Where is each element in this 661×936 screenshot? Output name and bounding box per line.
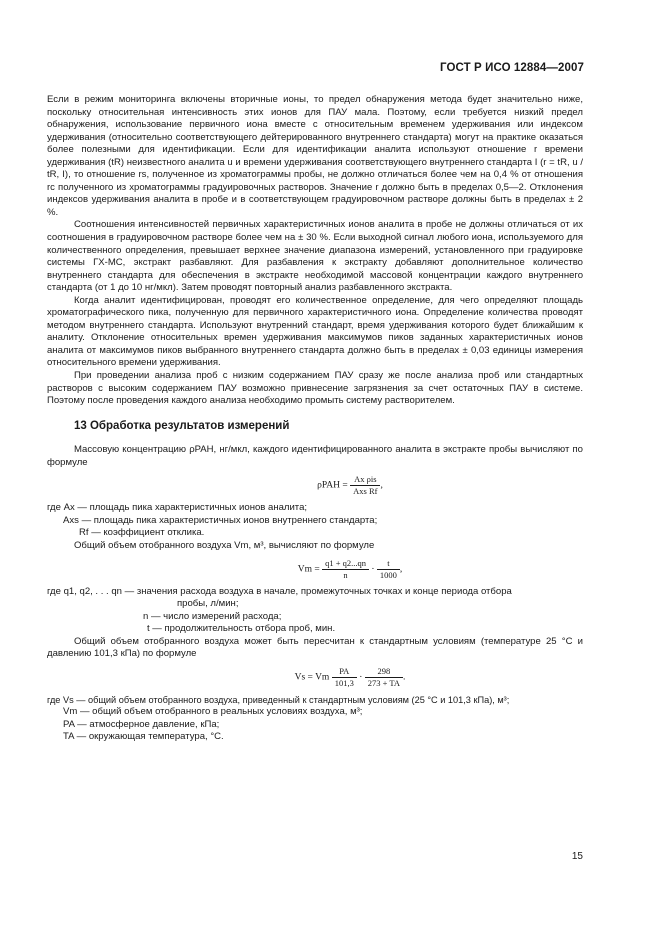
formula-2-lhs: Vm =	[297, 564, 320, 575]
definition-line: n — число измерений расхода;	[143, 610, 282, 622]
definitions-2	[47, 586, 583, 636]
definition-line: PA — атмосферное давление, кПа;	[63, 718, 220, 730]
s13-paragraph-3: Общий объем отобранного воздуха может быть пересчитан к стандартным условиям (температуре 25 °С и давлению 101,3 кПа) по формуле	[47, 635, 583, 660]
paragraph-2: Соотношения интенсивностей первичных характеристичных ионов аналита в пробе не должны отличаться от их соотношения в градуировочном растворе более чем на ± 30 %. Если выходной сигнал любого иона, используемого для количественного определения, превышает верхнее значение диапазона измерений, установленного при градуировке системы ГХ-МС, экстракт разбавляют. Для разбавления к экстракту добавляют дополнительное количество внутреннего стандарта для обеспечения в экстракте необходимой массовой концентрации каждого внутреннего стандарта (от 1 до 10 нг/мкл). Затем проводят повторный анализ разбавленного экстракта.	[47, 219, 583, 294]
definitions-3	[47, 694, 583, 744]
section-title: 13 Обработка результатов измерений	[74, 419, 290, 432]
formula-3-lhs: Vs = Vm	[294, 672, 330, 683]
definition-line: Axs — площадь пика характеристичных ионов внутреннего стандарта;	[63, 514, 378, 526]
paragraph-4: При проведении анализа проб с низким содержанием ПАУ сразу же после анализа проб или стандартных растворов с высоким содержанием ПАУ возможно привнесение загрязнения за счет остаточных ПАУ в системе. Поэтому после проведения каждого анализа необходимо промыть систему растворителем.	[47, 370, 583, 407]
definition-line: t — продолжительность отбора проб, мин.	[147, 623, 336, 635]
paragraph-1: Если в режим мониторинга включены вторичные ионы, то предел обнаружения метода будет значительно ниже, поскольку относительная интенсивность этих ионов для ПАУ мала. Поэтому, если требуется низкий предел обнаружения, использование первичного иона вместе с относительным временем удерживания или индексом удерживания (относительно соответствующего дейтерированного внутреннего стандарта) могут на практике оказаться более полезными для идентификации. Если для идентификации аналита используют отношение r времени удерживания (tR) неизвестного аналита u и времени удерживания соответствующего внутреннего стандарта I (r = tR, u / tR, I), то отношение rs, полученное из хроматограммы пробы, не должно отличаться более чем на 0,4 % от отношения rc полученного из хроматограммы градуировочных растворов. Значение r должно быть в пределах 0,5—2. Отклонения индексов удерживания аналита в пробе и в соответствующем градуировочном растворе должны быть в пределах ± 2 %.	[47, 94, 583, 218]
formula-1-numerator: Ax ρis	[350, 474, 380, 486]
formula-3-fraction-2	[365, 666, 403, 689]
formula-2-denominator-2: 1000	[379, 569, 397, 580]
formula-3-fraction-1	[332, 666, 357, 689]
definition-line: TA — окружающая температура, °С.	[63, 731, 224, 743]
definition-line: где Vs — общий объем отобранного воздуха, приведенный к стандартным условиям (25 °С и 101,3 кПа), м³;	[47, 694, 510, 705]
definition-line: Vm — общий объем отобранного в реальных условиях воздуха, м³;	[63, 706, 363, 718]
definition-line: где Ax — площадь пика характеристичных ионов аналита;	[47, 502, 308, 514]
definition-line: пробы, л/мин;	[177, 598, 239, 610]
definition-line: Rf — коэффициент отклика.	[79, 527, 205, 539]
formula-2-denominator-1: n	[343, 569, 348, 580]
page-number: 15	[571, 851, 583, 862]
formula-3: Vs = Vm $\frac{PA}{101,3}$ · $\frac{298}{273 + TA}$ .	[294, 665, 406, 688]
document-body	[47, 94, 583, 744]
formula-1-lhs: ρPAH =	[317, 481, 348, 491]
formula-1-denominator: Axs Rf	[353, 486, 378, 497]
formula-1: ρPAH = $\frac{\text{Ax ρis}}{\text{Axs Rf}}$ ,	[317, 474, 383, 497]
formula-3-numerator-1: PA	[332, 666, 357, 678]
formula-1-fraction	[350, 474, 380, 497]
s13-paragraph-1: Массовую концентрацию ρPAH, нг/мкл, каждого идентифицированного аналита в экстракте пробы вычисляют по формуле	[47, 444, 583, 468]
paragraph-3: Когда аналит идентифицирован, проводят его количественное определение, для чего определяют площадь хроматографического пика, полученную для первичного характеристичного иона. Определение количества проводят методом внутреннего стандарта. Используют внутренний стандарт, время удерживания которого будет ближайшим к аналиту. Отклонение относительных времен удерживания максимумов пиков заданных характеристичных ионов аналита от максимумов пиков выбранного внутреннего стандарта должно быть в пределах ± 0,03 единицы измерения относительного времени удерживания.	[47, 294, 583, 369]
definitions-1	[47, 502, 583, 540]
definition-line: где q1, q2, . . . qn — значения расхода воздуха в начале, промежуточных точках и конце периода отбора	[47, 585, 512, 597]
s13-paragraph-2: Общий объем отобранного воздуха Vm, м³, вычисляют по формуле	[74, 539, 375, 551]
document-header: ГОСТ Р ИСО 12884—2007	[439, 62, 584, 74]
formula-3-numerator-2: 298	[365, 666, 403, 678]
formula-2-numerator-1: q1 + q2...qn	[322, 558, 369, 570]
formula-2: Vm = $\frac{q1 + q2...qn}{n}$ · $\frac{t}{1000}$ ,	[297, 557, 403, 580]
formula-2-numerator-2: t	[377, 558, 400, 570]
formula-3-denominator-2: 273 + TA	[367, 677, 401, 688]
formula-3-denominator-1: 101,3	[334, 677, 354, 688]
formula-2-fraction-2	[377, 558, 400, 581]
formula-2-fraction-1	[322, 558, 369, 581]
